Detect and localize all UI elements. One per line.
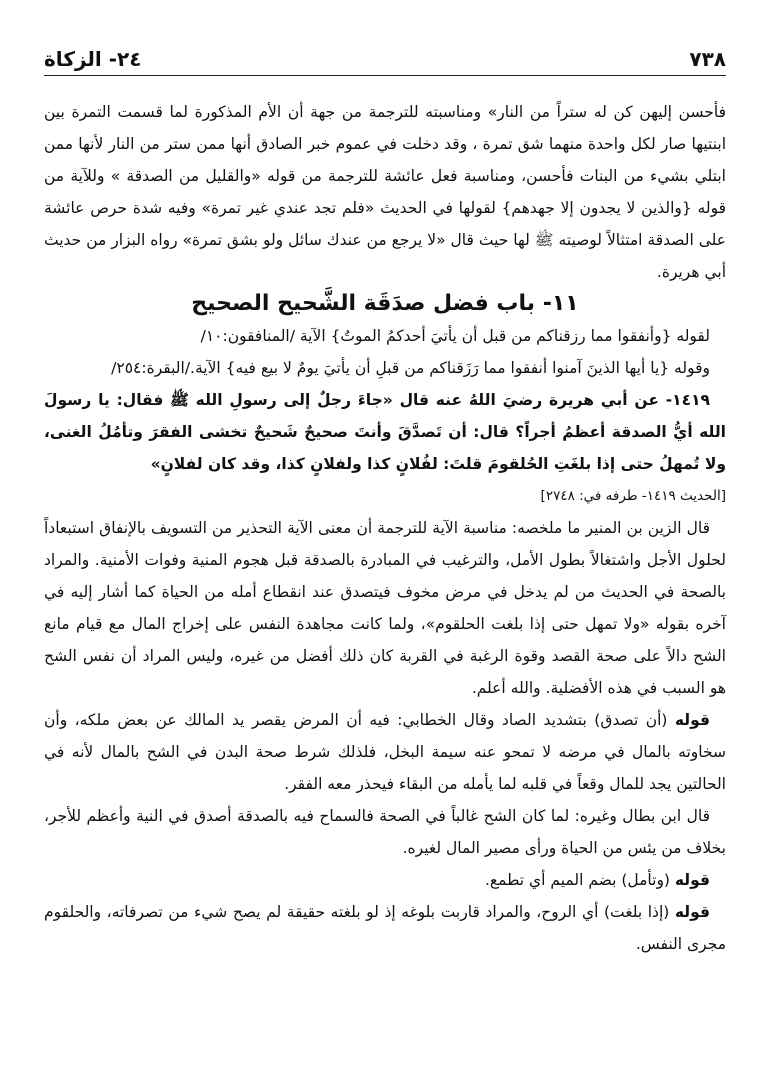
page-number: ٧٣٨ — [689, 47, 726, 71]
verse-two: وقوله {يا أيها الذينَ آمنوا أنفقوا مما رَزَقناكم من قبلِ أن يأتيَ يومٌ لا بيع فيه} الآية./البقرة:٢٥٤/ — [111, 359, 710, 377]
hadith-text: ١٤١٩- عن أبي هريرة رضيَ اللهُ عنه قال «جاءَ رجلٌ إلى رسولِ الله ﷺ فقال: يا رسولَ الله أيُّ الصدقة أعظمُ أجراً؟ قال: أن تَصدَّقَ وأنتَ صحيحٌ شَحيحٌ تخشى الفقرَ وتأمُلُ الغنى، ولا تُمهلُ حتى إذا بلغَتِ الحُلقومَ قلتَ: لفُلانٍ كذا ولفلانٍ كذا، وقد كان لفلانٍ» — [44, 391, 726, 473]
qawluhu-paragraph-two — [44, 864, 726, 896]
hadith-reference: [الحديث ١٤١٩- طرفه في: ٢٧٤٨] — [540, 488, 726, 504]
document-page — [44, 36, 726, 1066]
qawluhu-paragraph-one — [44, 704, 726, 800]
qawluhu-label-three: قوله — [674, 903, 710, 921]
qawluhu-label-two: قوله — [674, 871, 710, 889]
verse-one: لقوله {وأنفقوا مما رزقناكم من قبل أن يأتيَ أحدكمُ الموتُ} الآية /المنافقون:١٠/ — [200, 327, 710, 345]
chapter-title: ٢٤- الزكاة — [44, 47, 142, 71]
qawluhu-text-two: (وتأمل) بضم الميم أي تطمع. — [484, 871, 675, 889]
intro-paragraph: فأحسن إليهن كن له ستراً من النار» ومناسبته للترجمة من جهة أن الأم المذكورة لما قسمت التمرة بين ابنتيها صار لكل واحدة منهما شق تمرة ، وقد دخلت في عموم خبر الصادق أنها ممن ستر من النار لأنها ممن ابتلي بشيء من البنات فأحسن، ومناسبة فعل عائشة للترجمة من قوله «والقليل من الصدقة » وللآية من قوله {والذين لا يجدون إلا جهدهم} لقولها في الحديث «فلم تجد عندي غير تمرة» وفيه شدة حرص عائشة على الصدقة امتثالاً لوصيته ﷺ لها حيث قال «لا يرجع من عندك سائل ولو بشق تمرة» رواه البزار من حديث أبي هريرة. — [44, 103, 726, 281]
section-heading: ١١- باب فضل صدَقَة الشَّحيح الصحيح — [191, 291, 579, 316]
page-header — [44, 36, 726, 76]
qawluhu-label-one: قوله — [674, 711, 710, 729]
commentary-paragraph-one: قال الزين بن المنير ما ملخصه: مناسبة الآية للترجمة أن معنى الآية التحذير من التسويف بالإنفاق استبعاداً لحلول الأجل واشتغالاً بطول الأمل، والترغيب في المبادرة بالصدقة قبل هجوم المنية وفوات الأمنية. والمراد بالصحة في الحديث من لم يدخل في مرض مخوف فيتصدق عند انقطاع أمله من الحياة كما أشار إليه في آخره بقوله «ولا تمهل حتى إذا بلغت الحلقوم»، ولما كانت مجاهدة النفس على إخراج المال مع قيام مانع الشح دالاً على صحة القصد وقوة الرغبة في القربة كان ذلك أفضل من غيره، وليس المراد أن نفس الشح هو السبب في هذه الأفضلية. والله أعلم. — [44, 519, 726, 697]
qawluhu-text-one: (أن تصدق) بتشديد الصاد وقال الخطابي: فيه أن المرض يقصر يد المالك عن بعض ملكه، وأن سخاوته بالمال في مرضه لا تمحو عنه سيمة البخل، فلذلك شرط صحة البدن في الشح بالمال لأنه في الحالتين يجد للمال وقعاً في قلبه لما يأمله من البقاء فيحذر معه الفقر. — [44, 711, 726, 793]
qawluhu-paragraph-three — [44, 896, 726, 960]
commentary-paragraph-two: قال ابن بطال وغيره: لما كان الشح غالباً في الصحة فالسماح فيه بالصدقة أصدق في النية وأعظم للأجر، بخلاف من يئس من الحياة ورأى مصير المال لغيره. — [44, 807, 726, 857]
qawluhu-text-three: (إذا بلغت) أي الروح، والمراد قاربت بلوغه إذ لو بلغته حقيقة لم يصح شيء من تصرفاته، والحلقوم مجرى النفس. — [44, 903, 726, 953]
